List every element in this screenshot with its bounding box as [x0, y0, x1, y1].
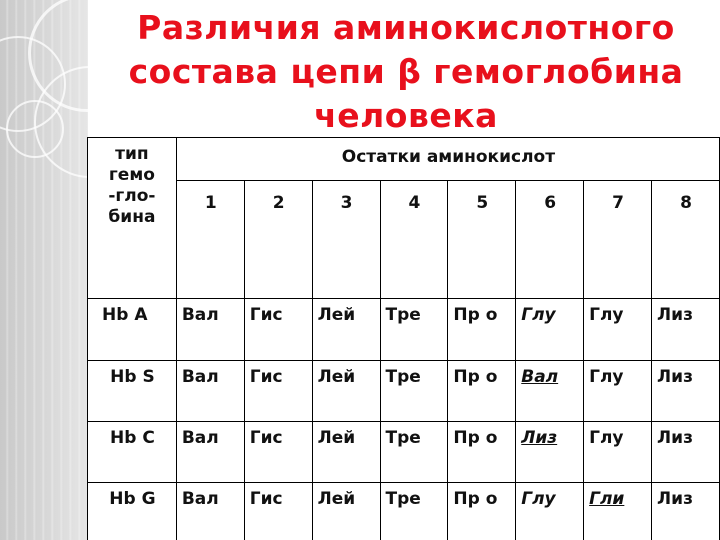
residue-cell-mutation: Вал: [516, 361, 584, 422]
position-cell: 6: [516, 181, 584, 299]
title-line-3: человека: [314, 96, 498, 135]
residue-cell: Пр о: [448, 483, 516, 540]
residue-cell-mutation: Гли: [584, 483, 652, 540]
residue-cell: Лей: [312, 299, 380, 361]
residue-cell: Тре: [380, 299, 448, 361]
residue-cell: Вал: [176, 422, 244, 483]
residue-cell: Гис: [244, 483, 312, 540]
residue-cell-mutation: Лиз: [516, 422, 584, 483]
slide-title: [96, 6, 716, 138]
amino-acid-table: [87, 137, 720, 540]
table-row-hb-s: [88, 361, 720, 422]
position-cell: 8: [652, 181, 720, 299]
positions-row: [88, 181, 720, 299]
residue-cell-highlight: Глу: [516, 483, 584, 540]
table-row-hb-g: [88, 483, 720, 540]
decorative-left-band: [0, 0, 88, 540]
residue-cell: Лей: [312, 483, 380, 540]
type-header-cell: тип гемо -гло- бина: [88, 138, 177, 299]
residue-cell: Лиз: [652, 422, 720, 483]
residue-cell-highlight: Глу: [516, 299, 584, 361]
residue-cell: Лиз: [652, 361, 720, 422]
position-cell: 3: [312, 181, 380, 299]
residue-cell: Тре: [380, 422, 448, 483]
decorative-ring: [6, 100, 64, 158]
hb-type-cell: Hb S: [88, 361, 177, 422]
title-line-1: Различия аминокислотного: [137, 8, 675, 47]
hb-type-cell: Hb C: [88, 422, 177, 483]
residue-cell: Глу: [584, 299, 652, 361]
table-row-hb-a: [88, 299, 720, 361]
residue-cell: Пр о: [448, 422, 516, 483]
residue-cell: Лей: [312, 361, 380, 422]
residue-cell: Гис: [244, 361, 312, 422]
residues-header-cell: Остатки аминокислот: [176, 138, 719, 181]
position-cell: 1: [176, 181, 244, 299]
residue-cell: Вал: [176, 483, 244, 540]
position-cell: 4: [380, 181, 448, 299]
residue-cell: Лиз: [652, 483, 720, 540]
hb-type-cell: Hb G: [88, 483, 177, 540]
position-cell: 5: [448, 181, 516, 299]
position-cell: 2: [244, 181, 312, 299]
residue-cell: Лиз: [652, 299, 720, 361]
residue-cell: Глу: [584, 361, 652, 422]
residue-cell: Вал: [176, 299, 244, 361]
residue-cell: Пр о: [448, 299, 516, 361]
table-header-row: [88, 138, 720, 181]
residue-cell: Вал: [176, 361, 244, 422]
table-row-hb-c: [88, 422, 720, 483]
residue-cell: Пр о: [448, 361, 516, 422]
hb-type-cell: Hb A: [88, 299, 177, 361]
title-line-2: состава цепи β гемоглобина: [128, 52, 684, 91]
residue-cell: Лей: [312, 422, 380, 483]
residue-cell: Гис: [244, 299, 312, 361]
residue-cell: Тре: [380, 361, 448, 422]
residue-cell: Тре: [380, 483, 448, 540]
residue-cell: Гис: [244, 422, 312, 483]
position-cell: 7: [584, 181, 652, 299]
residue-cell: Глу: [584, 422, 652, 483]
